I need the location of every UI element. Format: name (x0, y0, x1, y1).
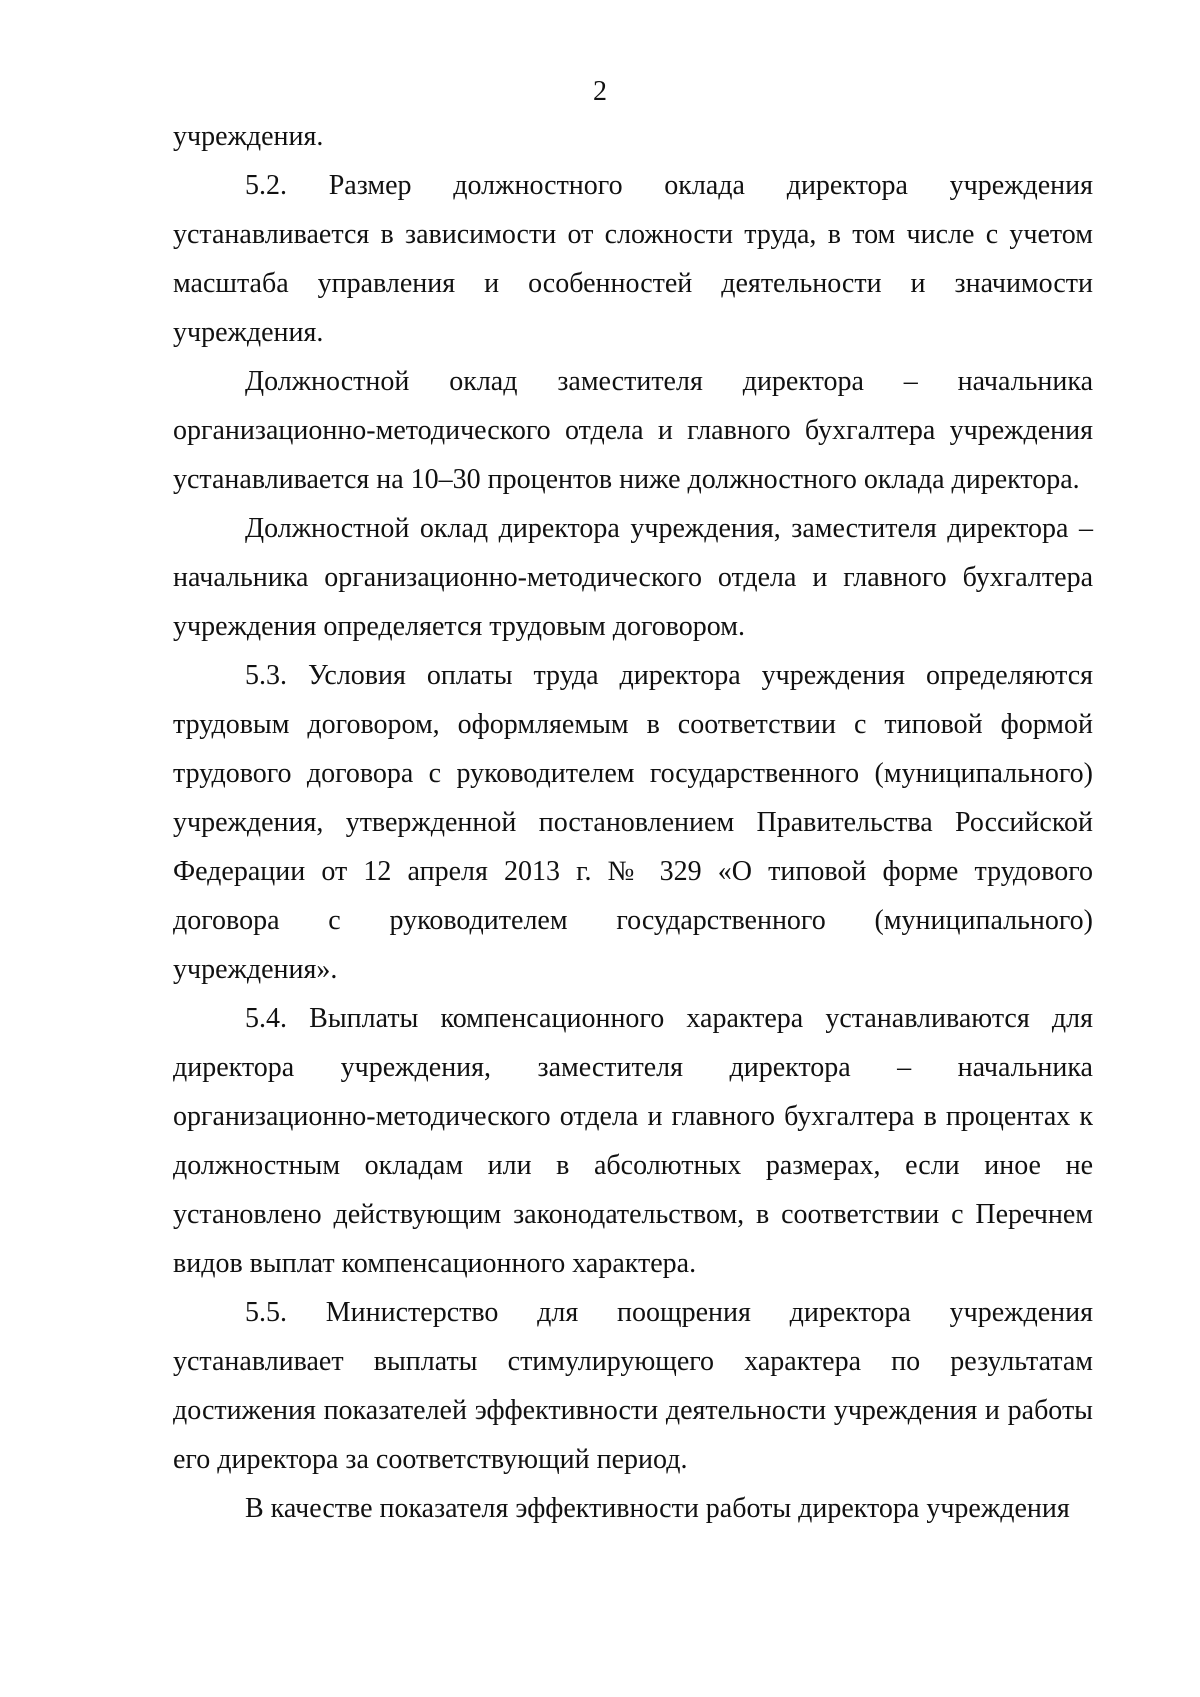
page-number: 2 (593, 76, 607, 107)
paragraph-salary-contract: Должностной оклад директора учреждения, заместителя директора – начальника организационно-методического отдела и главного бухгалтера учреждения определяется трудовым договором. (173, 513, 1093, 642)
paragraph-5-4: 5.4. Выплаты компенсационного характера устанавливаются для директора учреждения, заместителя директора – начальника организационно-методического отдела и главного бухгалтера в процентах к должностным окладам или в абсолютных размерах, если иное не установлено действующим законодательством, в соответствии с Перечнем видов выплат компенсационного характера. (173, 1003, 1093, 1279)
paragraph-5-5: 5.5. Министерство для поощрения директора учреждения устанавливает выплаты стимулирующего характера по результатам достижения показателей эффективности деятельности учреждения и работы его директора за соответствующий период. (173, 1297, 1093, 1475)
paragraph-5-2: 5.2. Размер должностного оклада директора учреждения устанавливается в зависимости от сложности труда, в том числе с учетом масштаба управления и особенностей деятельности и значимости учреждения. (173, 170, 1093, 348)
document-body (173, 112, 1093, 1533)
paragraph-efficiency-indicator: В качестве показателя эффективности работы директора учреждения (245, 1493, 1070, 1524)
paragraph-continuation: учреждения. (173, 121, 324, 152)
paragraph-5-3: 5.3. Условия оплаты труда директора учреждения определяются трудовым договором, оформляемым в соответствии с типовой формой трудового договора с руководителем государственного (муниципального) учреждения, утвержденной постановлением Правительства Российской Федерации от 12 апреля 2013 г. № 329 «О типовой форме трудового договора с руководителем государственного (муниципального) учреждения». (173, 660, 1093, 985)
paragraph-deputy-salary: Должностной оклад заместителя директора – начальника организационно-методического отдела и главного бухгалтера учреждения устанавливается на 10–30 процентов ниже должностного оклада директора. (173, 366, 1093, 495)
